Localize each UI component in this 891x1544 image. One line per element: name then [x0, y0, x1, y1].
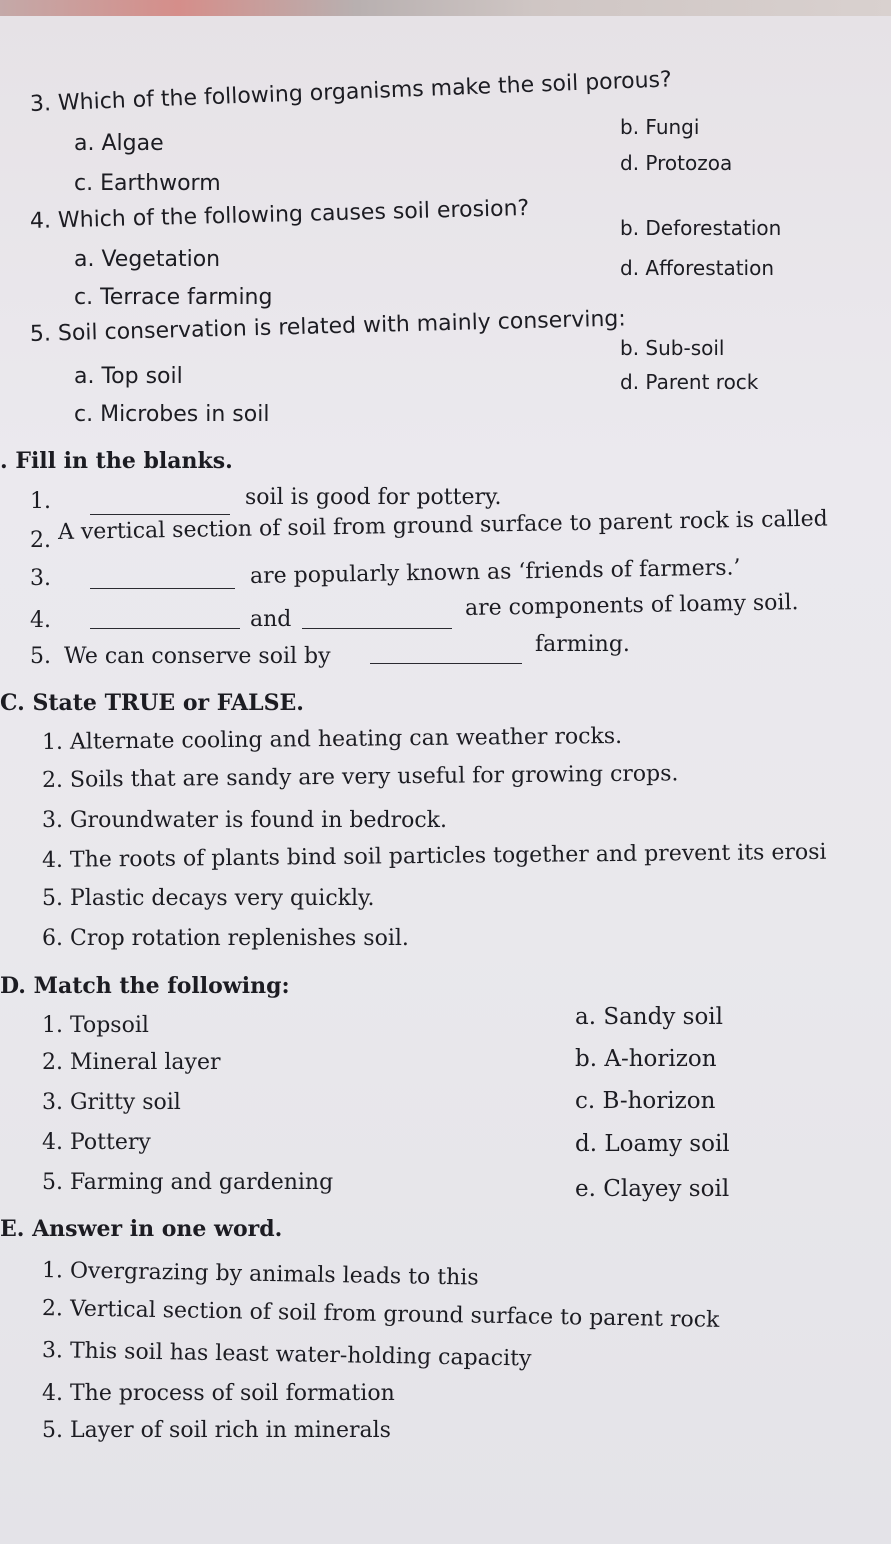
- match-left-5: 5. Farming and gardening: [42, 1170, 334, 1195]
- fib-4-num: 4.: [30, 608, 51, 633]
- section-e-heading: E. Answer in one word.: [0, 1216, 283, 1242]
- one-word-1: 1. Overgrazing by animals leads to this: [41, 1258, 479, 1291]
- fib-1-blank[interactable]: [90, 514, 230, 515]
- fib-1-text: soil is good for pottery.: [245, 485, 502, 510]
- fib-2-text: A vertical section of soil from ground surface to parent rock is called: [57, 506, 828, 545]
- match-left-2: 2. Mineral layer: [42, 1050, 221, 1075]
- q3-option-b: b. Fungi: [620, 115, 700, 139]
- one-word-5: 5. Layer of soil rich in minerals: [42, 1418, 391, 1443]
- fib-5-pre: We can conserve soil by: [64, 644, 331, 669]
- q5-option-b: b. Sub-soil: [620, 336, 725, 360]
- fib-3-blank[interactable]: [90, 588, 235, 589]
- fib-4-text: are components of loamy soil.: [464, 590, 799, 621]
- match-right-a: a. Sandy soil: [575, 1004, 724, 1030]
- match-right-e: e. Clayey soil: [575, 1176, 730, 1202]
- q4-option-a: a. Vegetation: [74, 247, 221, 272]
- match-right-b: b. A-horizon: [575, 1046, 717, 1072]
- tf-item-4: 4. The roots of plants bind soil particles together and prevent its erosi: [41, 839, 827, 873]
- fib-3-text: are popularly known as ‘friends of farmers.’: [249, 555, 741, 589]
- tf-item-5: 5. Plastic decays very quickly.: [42, 886, 375, 911]
- q3-option-d: d. Protozoa: [620, 151, 733, 175]
- fib-5-blank[interactable]: [370, 663, 522, 664]
- q5-option-c: c. Microbes in soil: [74, 402, 270, 427]
- match-left-3: 3. Gritty soil: [42, 1090, 181, 1115]
- tf-item-1: 1. Alternate cooling and heating can weather rocks.: [41, 723, 623, 755]
- fib-1-num: 1.: [30, 489, 51, 514]
- q4-option-c: c. Terrace farming: [74, 285, 273, 310]
- q3-option-c: c. Earthworm: [74, 171, 221, 196]
- question-4: 4. Which of the following causes soil erosion?: [29, 195, 530, 234]
- top-edge-strip: [0, 0, 891, 16]
- question-3: 3. Which of the following organisms make the soil porous?: [29, 67, 673, 117]
- match-right-c: c. B-horizon: [575, 1088, 716, 1114]
- match-right-d: d. Loamy soil: [575, 1131, 730, 1157]
- q5-option-a: a. Top soil: [74, 364, 183, 389]
- match-left-1: 1. Topsoil: [42, 1013, 149, 1038]
- match-left-4: 4. Pottery: [42, 1130, 151, 1155]
- tf-item-6: 6. Crop rotation replenishes soil.: [42, 926, 409, 951]
- fib-4-blank-2[interactable]: [302, 628, 452, 629]
- fib-5-num: 5.: [30, 644, 51, 669]
- q4-option-b: b. Deforestation: [620, 216, 782, 240]
- section-d-heading: D. Match the following:: [0, 973, 290, 999]
- section-c-heading: C. State TRUE or FALSE.: [0, 690, 304, 716]
- tf-item-3: 3. Groundwater is found in bedrock.: [42, 808, 447, 833]
- tf-item-2: 2. Soils that are sandy are very useful for growing crops.: [41, 761, 679, 793]
- fib-2-num: 2.: [30, 528, 51, 553]
- one-word-4: 4. The process of soil formation: [42, 1381, 395, 1406]
- fib-5-text: farming.: [535, 632, 630, 657]
- fib-4-blank-1[interactable]: [90, 628, 240, 629]
- q4-option-d: d. Afforestation: [620, 256, 775, 280]
- question-5: 5. Soil conservation is related with mainly conserving:: [29, 306, 627, 347]
- q5-option-d: d. Parent rock: [620, 370, 759, 394]
- q3-option-a: a. Algae: [74, 131, 164, 156]
- one-word-3: 3. This soil has least water-holding capacity: [41, 1338, 532, 1372]
- one-word-2: 2. Vertical section of soil from ground surface to parent rock: [41, 1296, 720, 1333]
- section-b-heading: . Fill in the blanks.: [0, 448, 233, 474]
- fib-4-and: and: [250, 607, 292, 632]
- fib-3-num: 3.: [30, 566, 51, 591]
